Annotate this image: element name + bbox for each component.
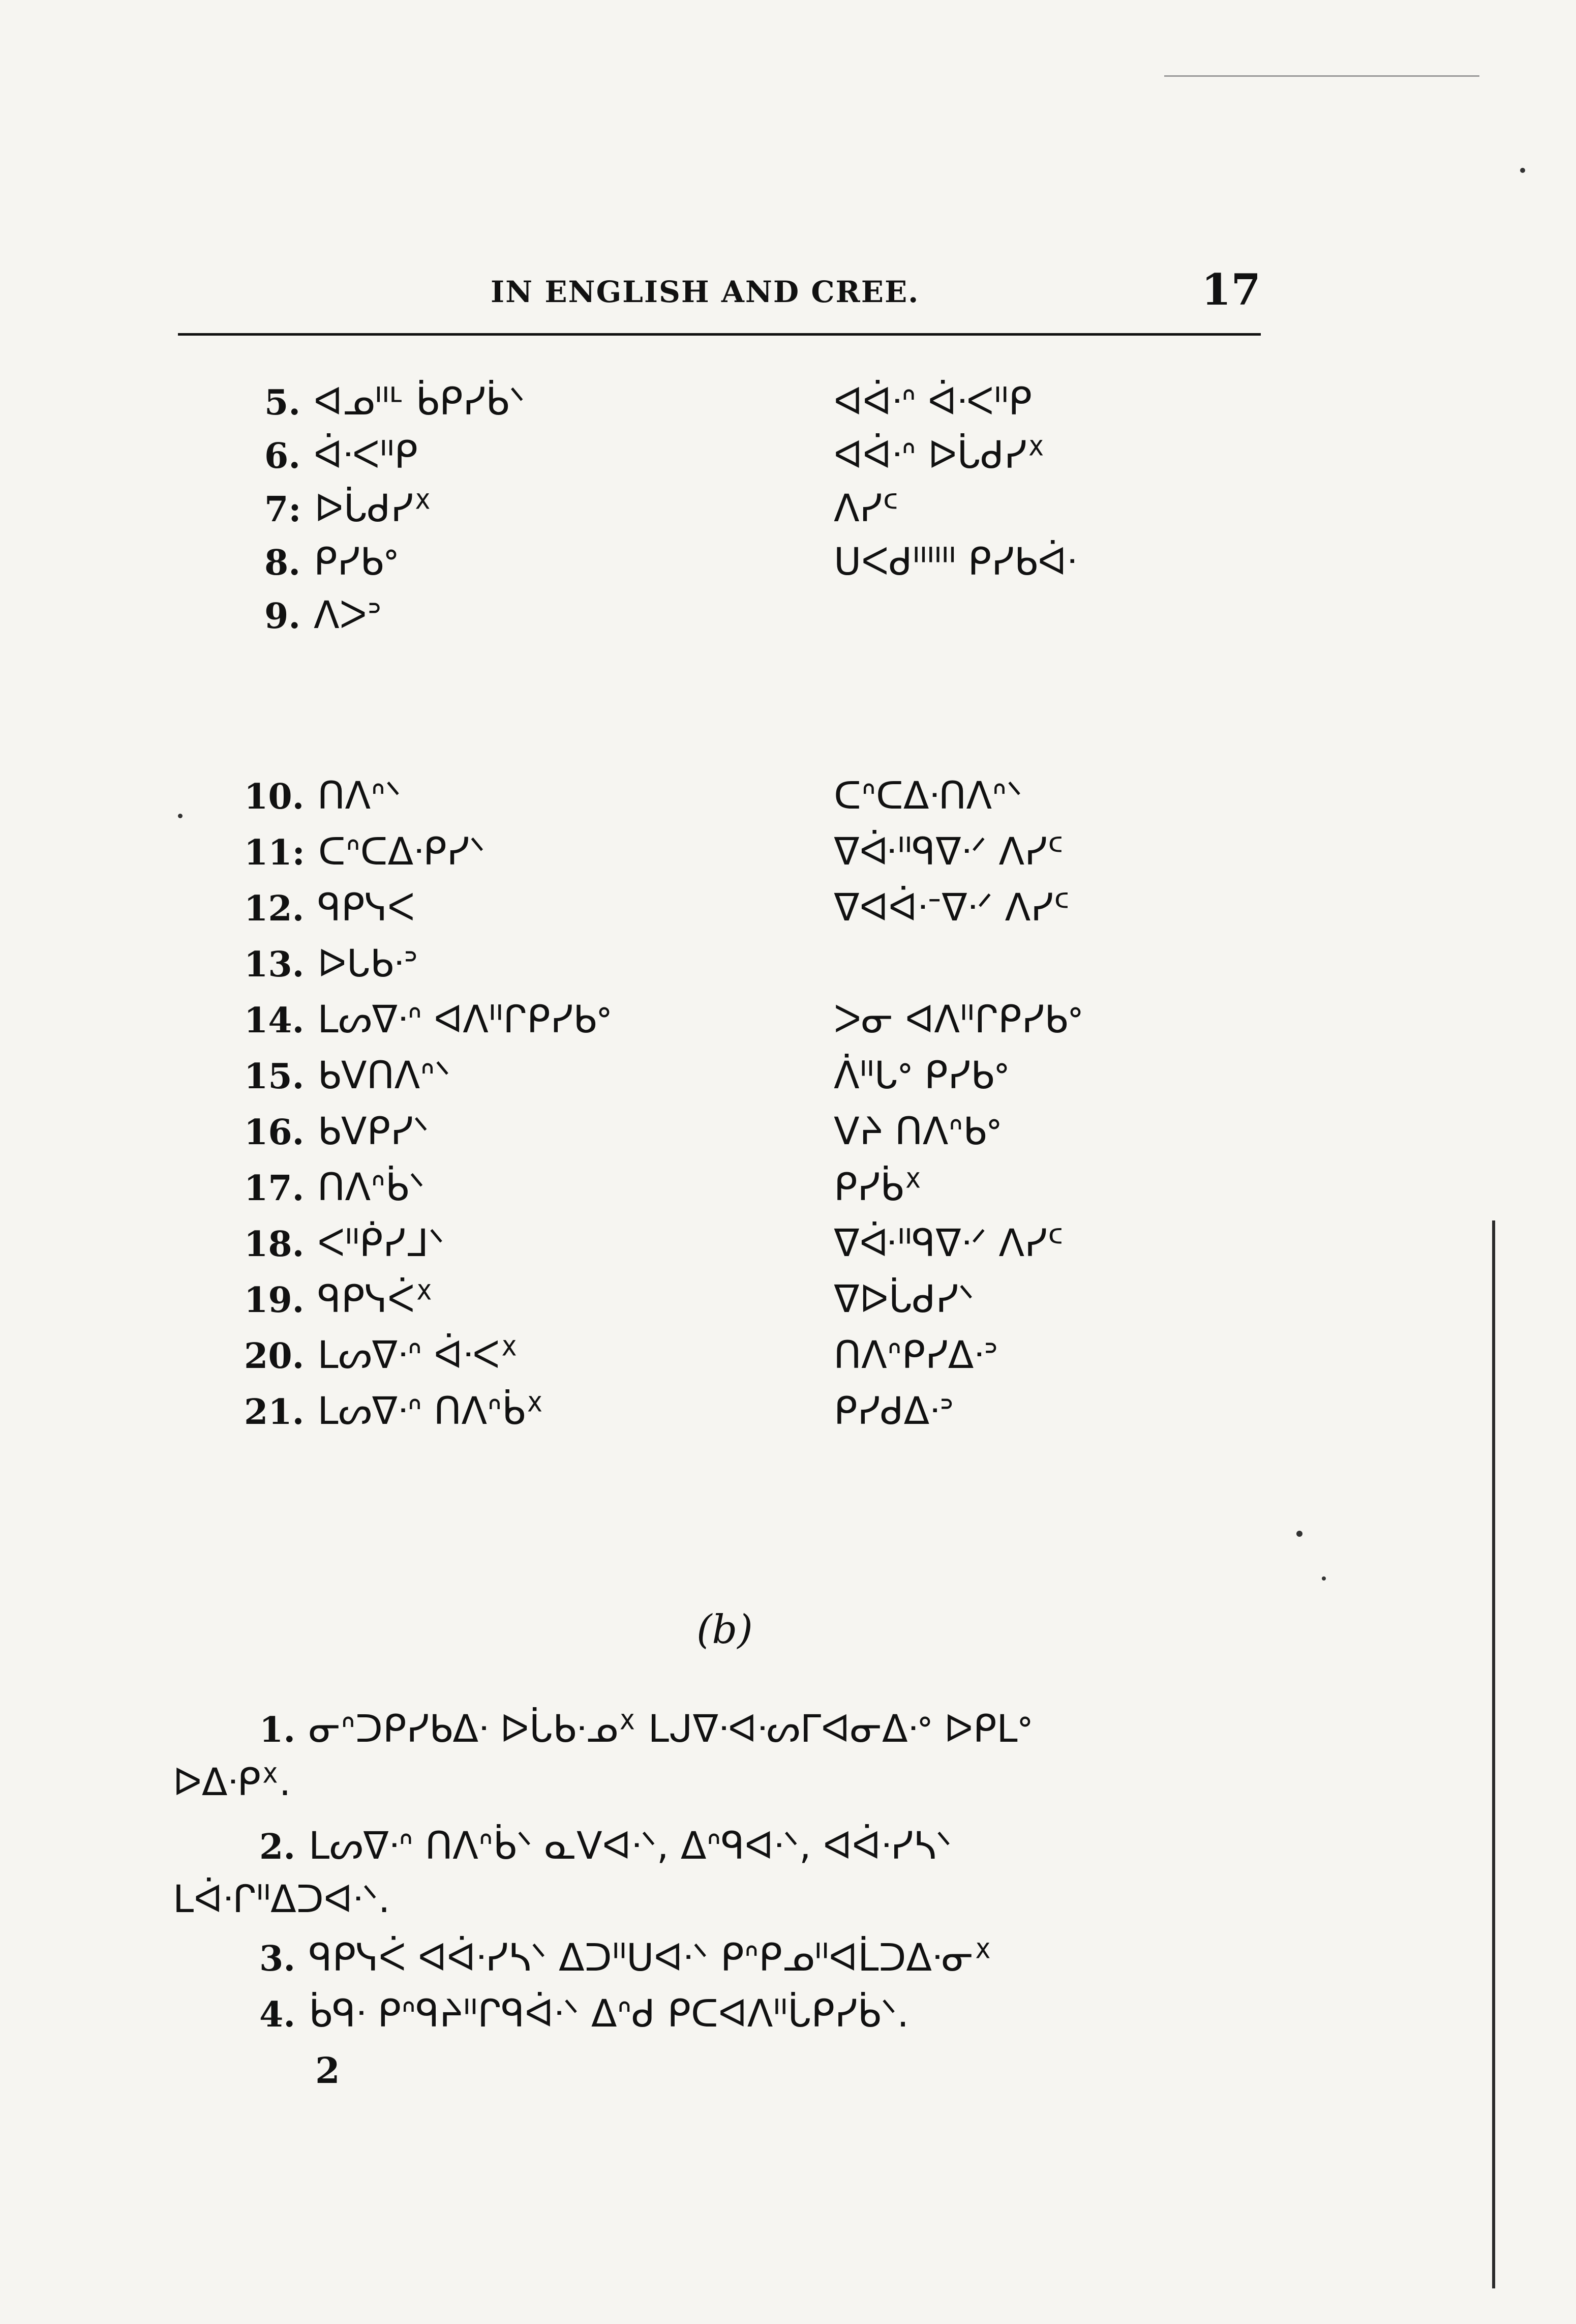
item-number: 7: [264, 489, 301, 530]
list-item [264, 483, 432, 534]
list-item [244, 938, 418, 989]
list-item [244, 1330, 518, 1381]
item-left-syllabics: ᒪᔕᐁᐧᐢ ᑎᐱᐢᑳᕽ [317, 1389, 544, 1433]
item-number: 10. [244, 777, 305, 817]
item-number: 21. [244, 1392, 305, 1433]
item-right-syllabics: ᐁᐚᐦᑫᐁᐧᐟ ᐱᓯᑦ [834, 1221, 1064, 1265]
speck [1322, 1576, 1326, 1581]
page-number: 17 [1201, 264, 1261, 315]
item-left-syllabics: ᑫᑭᓭᐹᕽ [317, 1277, 433, 1321]
list-item [244, 770, 401, 821]
list-item [244, 826, 486, 877]
item-number: 8. [264, 543, 300, 583]
paragraph [259, 1988, 909, 2040]
item-number: 13. [244, 944, 305, 985]
paragraph-line: ᑫᑭᓭᐹ ᐊᐋᐧᓯᓴᐠ ᐃᑐᐦᑌᐊᐧᐠ ᑭᐢᑭᓄᐦᐊᒫᑐᐃᐧᓂᕽ [309, 1936, 992, 1980]
item-number: 6. [264, 436, 300, 476]
item-left-syllabics: ᐸᐦᑮᓯᒧᐠ [317, 1221, 445, 1265]
item-right-syllabics: ᑕᐢᑕᐃᐧᑎᐱᐢᐠ [834, 774, 1023, 818]
item-right-syllabics: ᐳᓂ ᐊᐱᐦᒋᑭᓯᑲᐤ [834, 998, 1083, 1041]
paragraph-number: 3. [259, 1939, 295, 1979]
section-label: (b) [696, 1607, 753, 1653]
item-number: 20. [244, 1336, 305, 1377]
item-number: 14. [244, 1000, 305, 1041]
item-number: 5. [264, 382, 300, 423]
paragraph-continuation: ᐅᐃᐧᑭᕽ. [173, 1761, 291, 1804]
paragraph-continuation: ᒪᐋᐧᒋᐦᐃᑐᐊᐧᐠ. [173, 1878, 390, 1921]
list-item [264, 376, 525, 427]
item-right-syllabics: ᑌᐸᑯᐦᐦᐦ ᑭᓯᑲᐋᐧ [834, 540, 1077, 584]
list-item [244, 994, 611, 1045]
paragraph [259, 1821, 952, 1872]
item-left-syllabics: ᑕᐢᑕᐃᐧᑭᓯᐠ [318, 830, 486, 874]
item-right-syllabics: ᐱᓯᑦ [834, 487, 899, 530]
item-right-syllabics: ᐊᐋᐧᐢ ᐋᐧᐸᐦᑭ [834, 380, 1032, 424]
item-number: 18. [244, 1224, 305, 1265]
item-left-syllabics: ᑫᑭᓭᐸ [317, 886, 415, 930]
item-right-syllabics: ᐯᔨ ᑎᐱᐢᑲᐤ [834, 1110, 1002, 1153]
speck [178, 814, 183, 818]
item-left-syllabics: ᑭᓯᑲᐤ [314, 540, 399, 584]
list-item [244, 1050, 450, 1101]
item-right-syllabics: ᐁᐅᒑᑯᓯᐠ [834, 1277, 975, 1321]
list-item [244, 1218, 444, 1269]
running-title: IN ENGLISH AND CREE. [491, 275, 920, 309]
item-right-syllabics: ᐊᐋᐧᐢ ᐅᒑᑯᓯᕽ [834, 433, 1045, 477]
item-left-syllabics: ᐱᐳᐣ [314, 593, 382, 637]
item-left-syllabics: ᒪᔕᐁᐧᐢ ᐋᐧᐸᕽ [317, 1333, 519, 1377]
item-number: 15. [244, 1056, 305, 1097]
list-item [244, 1386, 543, 1437]
paragraph-number: 1. [259, 1710, 295, 1750]
item-left-syllabics: ᑲᐯᑎᐱᐢᐠ [317, 1054, 451, 1097]
item-left-syllabics: ᐋᐧᐸᐦᑭ [314, 433, 418, 477]
item-number: 11: [244, 832, 305, 873]
item-left-syllabics: ᐅᒐᑲᐧᐣ [317, 942, 418, 986]
paragraph-number: 2. [259, 1827, 295, 1867]
item-left-syllabics: ᑎᐱᐢᑳᐠ [317, 1166, 425, 1209]
list-item [264, 430, 418, 481]
list-item [264, 590, 382, 641]
item-number: 19. [244, 1280, 305, 1321]
item-right-syllabics: ᑎᐱᐢᑭᓯᐃᐧᐣ [834, 1333, 998, 1377]
top-scratch-line [1164, 75, 1479, 77]
list-item [264, 537, 398, 587]
page-header [178, 264, 1261, 325]
header-rule [178, 333, 1261, 336]
item-right-syllabics: ᑭᓯᑯᐃᐧᐣ [834, 1389, 954, 1433]
signature-mark: 2 [315, 2049, 340, 2092]
item-right-syllabics: ᐲᐦᒐᐤ ᑭᓯᑲᐤ [834, 1054, 1009, 1097]
item-left-syllabics: ᐊᓄᐦᒻ ᑳᑭᓯᑳᐠ [314, 380, 525, 424]
item-left-syllabics: ᑲᐯᑭᓯᐠ [317, 1110, 429, 1153]
item-number: 16. [244, 1112, 305, 1153]
item-number: 12. [244, 888, 305, 929]
item-right-syllabics: ᐁᐊᐋᐧᐨᐁᐧᐟ ᐱᓯᑦ [834, 886, 1070, 930]
item-left-syllabics: ᐅᒑᑯᓯᕽ [314, 487, 432, 530]
list-item [244, 1274, 433, 1325]
item-right-syllabics: ᐁᐚᐦᑫᐁᐧᐟ ᐱᓯᑦ [834, 830, 1064, 874]
list-item [244, 882, 415, 933]
item-left-syllabics: ᑎᐱᐢᐠ [317, 774, 402, 818]
item-right-syllabics: ᑭᓯᑳᕽ [834, 1166, 922, 1209]
page-edge-shadow [1492, 1220, 1495, 2288]
paragraph [259, 1704, 1032, 1755]
item-number: 9. [264, 596, 300, 637]
paragraph [259, 1932, 992, 1984]
paragraph-line: ᓂᐢᑐᑭᓯᑲᐃᐧ ᐅᒑᑲᐧᓄᕽ ᒪᒍᐁᐧᐊᐧᔕᒥᐊᓂᐃᐧᐤ ᐅᑭᒪᐤ [309, 1707, 1033, 1751]
paragraph-number: 4. [259, 1994, 295, 2035]
item-number: 17. [244, 1168, 305, 1209]
list-item [244, 1162, 425, 1213]
paragraph-line: ᒪᔕᐁᐧᐢ ᑎᐱᐢᑳᐠ ᓇᐯᐊᐧᐠ, ᐃᐢᑫᐊᐧᐠ, ᐊᐋᐧᓯᓴᐠ [309, 1824, 952, 1868]
speck [1520, 168, 1525, 173]
list-item [244, 1106, 429, 1157]
paragraph-line: ᑳᑫᐧ ᑭᐢᑫᔨᐦᒋᑫᐋᐧᐠ ᐃᐢᑯ ᑭᑕᐊᐱᐦᒑᑭᓯᑳᐠ. [309, 1992, 909, 2036]
item-left-syllabics: ᒪᔕᐁᐧᐢ ᐊᐱᐦᒋᑭᓯᑲᐤ [317, 998, 612, 1041]
speck [1296, 1531, 1302, 1537]
